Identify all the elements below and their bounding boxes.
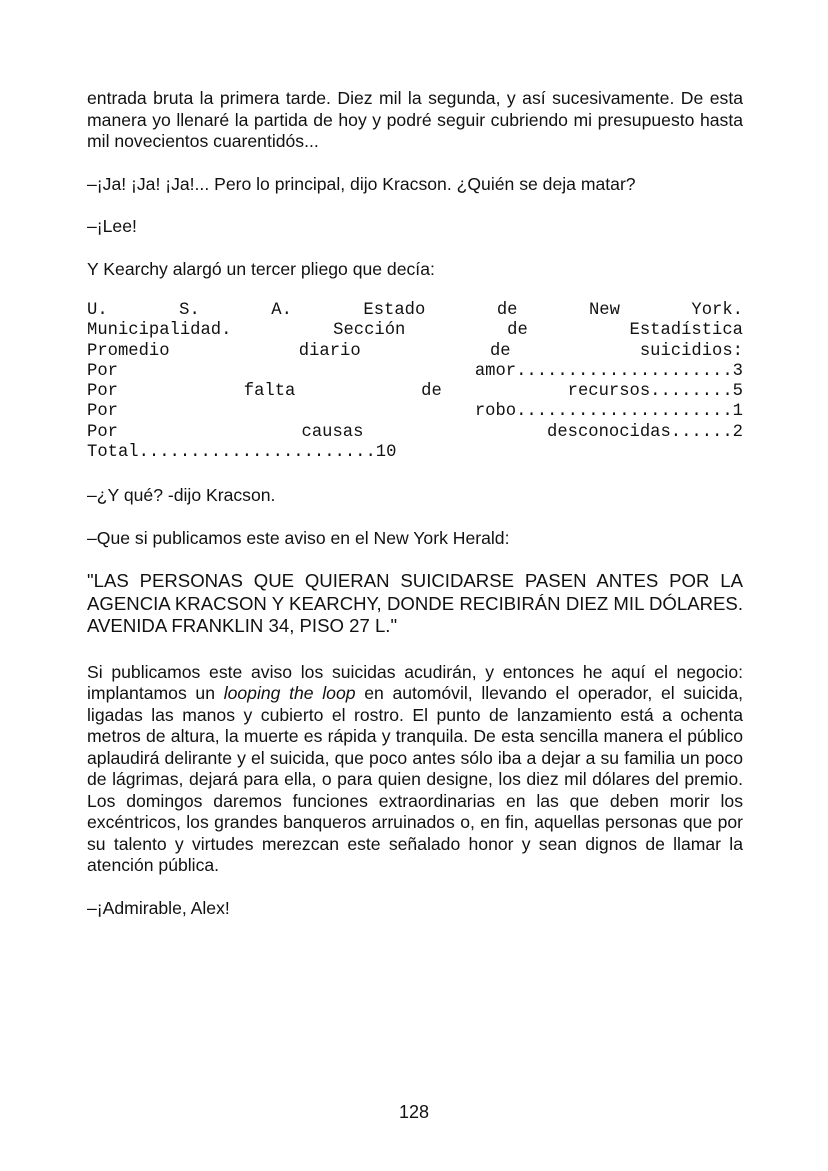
page-number: 128 [398, 1102, 430, 1122]
report-line: Por amor.....................3 [87, 361, 743, 381]
newspaper-notice: "LAS PERSONAS QUE QUIERAN SUICIDARSE PASEN ANTES POR LA AGENCIA KRACSON Y KEARCHY, DONDE RECIBIRÁN DIEZ MIL DÓLARES. AVENIDA FRANKLIN 34, PISO 27 L." [87, 570, 743, 637]
text: en automóvil, llevando el operador, el suicida, ligadas las manos y cubierto el rostro. El punto de lanzamiento está a ochenta metros de altura, la muerte es rápida y tranquila. De esta sencilla manera el público aplaudirá delirante y el suicida, que poco antes sólo iba a dejar a su familia un poco de lágrimas, dejará para ella, o para quien designe, los diez mil dólares del premio. Los domingos daremos funciones extraordinarias en las que deben morir los excéntricos, los grandes banqueros arruinados o, en fin, aquellas personas que por su talento y virtudes merezcan este señalado honor y sean dignos de llamar la atención pública. [87, 683, 743, 876]
paragraph: –¡Ja! ¡Ja! ¡Ja!... Pero lo principal, dijo Kracson. ¿Quién se deja matar? [87, 173, 636, 194]
report-line: Municipalidad. Sección de Estadística [87, 321, 743, 341]
paragraph [87, 662, 743, 877]
report-line: Por causas desconocidas......2 [87, 422, 743, 442]
paragraph: –¡Admirable, Alex! [87, 897, 230, 918]
paragraph: entrada bruta la primera tarde. Diez mil la segunda, y así sucesivamente. De esta manera yo llenaré la partida de hoy y podré seguir cubriendo mi presupuesto hasta mil novecientos cuarentidós... [87, 88, 743, 151]
text: Si publicamos este aviso los suicidas acudirán, y entonces he aquí el negocio: implantamos un [87, 661, 743, 704]
report-line: Por falta de recursos........5 [87, 382, 743, 402]
paragraph: –Que si publicamos este aviso en el New York Herald: [87, 527, 510, 548]
statistics-report [87, 301, 743, 463]
report-total-line: Total.......................10 [87, 443, 397, 463]
emphasis-text: looping the loop [223, 683, 356, 704]
report-line: Promedio diario de suicidios: [87, 341, 743, 361]
paragraph: –¡Lee! [87, 216, 137, 236]
paragraph: –¿Y qué? -dijo Kracson. [87, 485, 276, 506]
report-line: Por robo.....................1 [87, 402, 743, 422]
report-line: U. S. A. Estado de New York. [87, 301, 743, 320]
paragraph: Y Kearchy alargó un tercer pliego que decía: [87, 258, 435, 279]
page-body [87, 88, 743, 940]
